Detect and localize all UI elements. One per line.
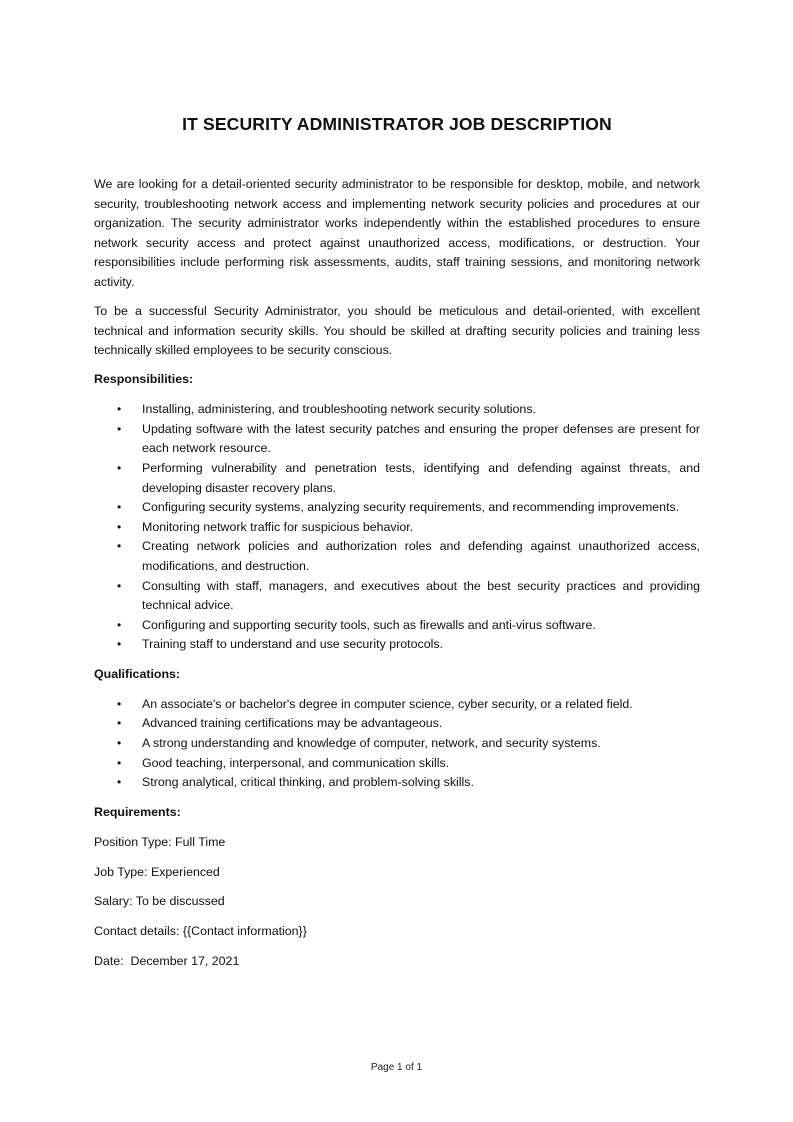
list-item-text: Training staff to understand and use security protocols.: [142, 637, 443, 652]
bullet-icon: •: [117, 539, 122, 554]
list-item: [94, 635, 700, 655]
list-item: [94, 577, 700, 616]
list-item: [94, 754, 700, 774]
list-item: [94, 400, 700, 420]
bullet-icon: •: [117, 578, 122, 593]
list-item: [94, 537, 700, 576]
list-item: [94, 498, 700, 518]
page-number-footer: Page 1 of 1: [370, 1062, 423, 1073]
bullet-icon: •: [117, 716, 122, 731]
list-item: [94, 734, 700, 754]
bullet-icon: •: [117, 617, 122, 632]
list-item-text: Strong analytical, critical thinking, and problem-solving skills.: [142, 775, 474, 790]
list-item-text: Installing, administering, and troubleshooting network security solutions.: [142, 402, 536, 417]
qualifications-heading: Qualifications:: [94, 666, 181, 681]
position-type-line: Position Type: Full Time: [94, 834, 226, 849]
list-item-text: Good teaching, interpersonal, and communication skills.: [142, 755, 450, 770]
responsibilities-list: [94, 400, 700, 655]
bullet-icon: •: [117, 421, 122, 436]
bullet-icon: •: [117, 402, 122, 417]
list-item: [94, 695, 700, 715]
requirements-heading: Requirements:: [94, 804, 181, 819]
bullet-icon: •: [117, 461, 122, 476]
list-item-text: Performing vulnerability and penetration tests, identifying and defending against threats, and developing disaster recovery plans.: [142, 461, 700, 495]
list-item: [94, 518, 700, 538]
list-item: [94, 420, 700, 459]
list-item-text: Advanced training certifications may be advantageous.: [142, 716, 443, 731]
contact-details-line: Contact details: {{Contact information}}: [94, 924, 307, 939]
list-item: [94, 773, 700, 793]
list-item: [94, 459, 700, 498]
bullet-icon: •: [117, 500, 122, 515]
bullet-icon: •: [117, 696, 122, 711]
bullet-icon: •: [117, 637, 122, 652]
list-item-text: Updating software with the latest security patches and ensuring the proper defenses are present for each network resource.: [142, 421, 700, 456]
list-item-text: Consulting with staff, managers, and executives about the best security practices and providing technical advice.: [142, 578, 700, 613]
list-item-text: Monitoring network traffic for suspicious behavior.: [142, 519, 414, 534]
date-line: Date: December 17, 2021: [94, 954, 240, 969]
list-item-text: Configuring security systems, analyzing security requirements, and recommending improvements.: [142, 500, 680, 515]
list-item-text: Creating network policies and authorization roles and defending against unauthorized access, modifications, and destruction.: [142, 539, 700, 573]
intro-paragraph: To be a successful Security Administrator, you should be meticulous and detail-oriented, with excellent technical and information security skills. You should be skilled at drafting security policies and training less technically skilled employees to be security conscious.: [94, 304, 700, 358]
bullet-icon: •: [117, 755, 122, 770]
list-item-text: An associate's or bachelor's degree in computer science, cyber security, or a related field.: [142, 696, 633, 711]
list-item-text: Configuring and supporting security tools, such as firewalls and anti-virus software.: [142, 617, 596, 632]
list-item: [94, 714, 700, 734]
list-item: [94, 616, 700, 636]
bullet-icon: •: [117, 775, 122, 790]
document-body: [94, 112, 700, 982]
list-item-text: A strong understanding and knowledge of computer, network, and security systems.: [142, 736, 601, 751]
document-title: IT SECURITY ADMINISTRATOR JOB DESCRIPTION: [182, 114, 612, 134]
qualifications-list: [94, 695, 700, 793]
bullet-icon: •: [117, 736, 122, 751]
bullet-icon: •: [117, 519, 122, 534]
salary-line: Salary: To be discussed: [94, 894, 225, 909]
responsibilities-heading: Responsibilities:: [94, 372, 194, 387]
job-type-line: Job Type: Experienced: [94, 864, 220, 879]
intro-paragraph: We are looking for a detail-oriented security administrator to be responsible for desktop, mobile, and network security, troubleshooting network access and implementing network security policies and procedures at our organization. The security administrator works independently within the established procedures to ensure network security access and protect against unauthorized access, modifications, or destruction. Your responsibilities include performing risk assessments, audits, staff training sessions, and monitoring network activity.: [94, 177, 700, 289]
